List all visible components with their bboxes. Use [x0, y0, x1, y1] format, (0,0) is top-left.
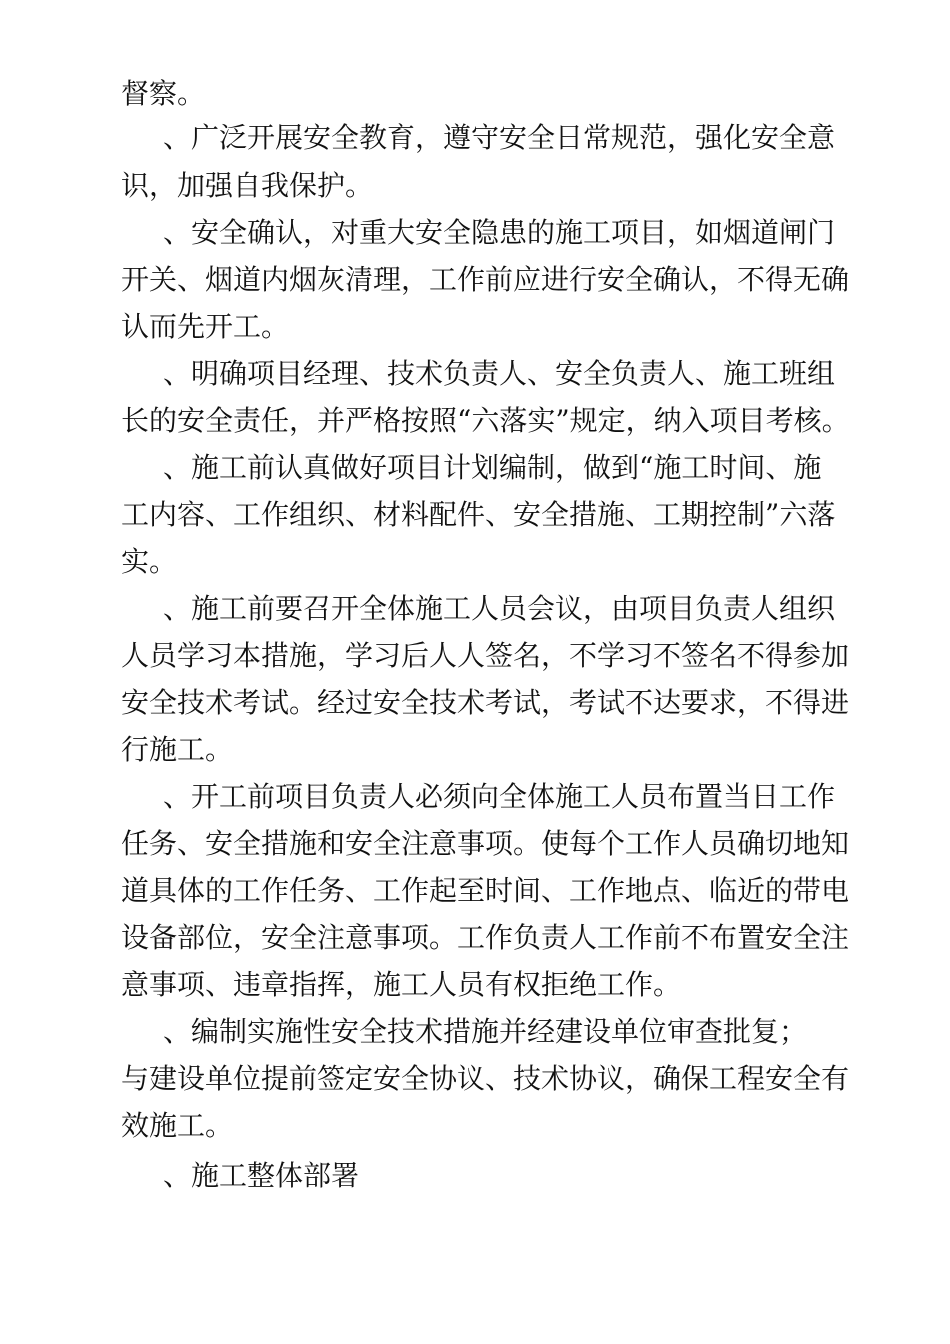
text-line: 认而先开工。 [121, 310, 290, 343]
text-line: 、明确项目经理、技术负责人、安全负责人、施工班组 [163, 357, 836, 390]
text-line: 工内容、工作组织、材料配件、安全措施、工期控制”六落 [121, 498, 836, 531]
text-line: 、安全确认，对重大安全隐患的施工项目，如烟道闸门 [163, 216, 836, 249]
text-line: 人员学习本措施，学习后人人签名，不学习不签名不得参加 [121, 639, 850, 672]
text-line: 安全技术考试。经过安全技术考试，考试不达要求，不得进 [121, 686, 850, 719]
text-line: 实。 [121, 545, 178, 578]
text-line: 行施工。 [121, 733, 234, 766]
text-line: 开关、烟道内烟灰清理，工作前应进行安全确认，不得无确 [121, 263, 850, 296]
text-line: 道具体的工作任务、工作起至时间、工作地点、临近的带电 [121, 874, 850, 907]
text-line: 、施工前认真做好项目计划编制，做到“施工时间、施 [163, 451, 822, 484]
text-line: 识，加强自我保护。 [121, 169, 374, 202]
text-line: 效施工。 [121, 1109, 234, 1142]
text-line: 、施工前要召开全体施工人员会议，由项目负责人组织 [163, 592, 836, 625]
text-line: 、施工整体部署 [163, 1159, 360, 1192]
text-line: 设备部位，安全注意事项。工作负责人工作前不布置安全注 [121, 921, 850, 954]
text-line: 、编制实施性安全技术措施并经建设单位审查批复； [163, 1015, 808, 1048]
text-line: 、广泛开展安全教育，遵守安全日常规范，强化安全意 [163, 121, 836, 154]
text-line: 、开工前项目负责人必须向全体施工人员布置当日工作 [163, 780, 836, 813]
text-line: 任务、安全措施和安全注意事项。使每个工作人员确切地知 [121, 827, 850, 860]
text-line: 督察。 [121, 77, 206, 110]
text-line: 长的安全责任，并严格按照“六落实”规定，纳入项目考核。 [121, 404, 850, 437]
text-line: 意事项、违章指挥，施工人员有权拒绝工作。 [121, 968, 682, 1001]
text-line: 与建设单位提前签定安全协议、技术协议，确保工程安全有 [121, 1062, 850, 1095]
